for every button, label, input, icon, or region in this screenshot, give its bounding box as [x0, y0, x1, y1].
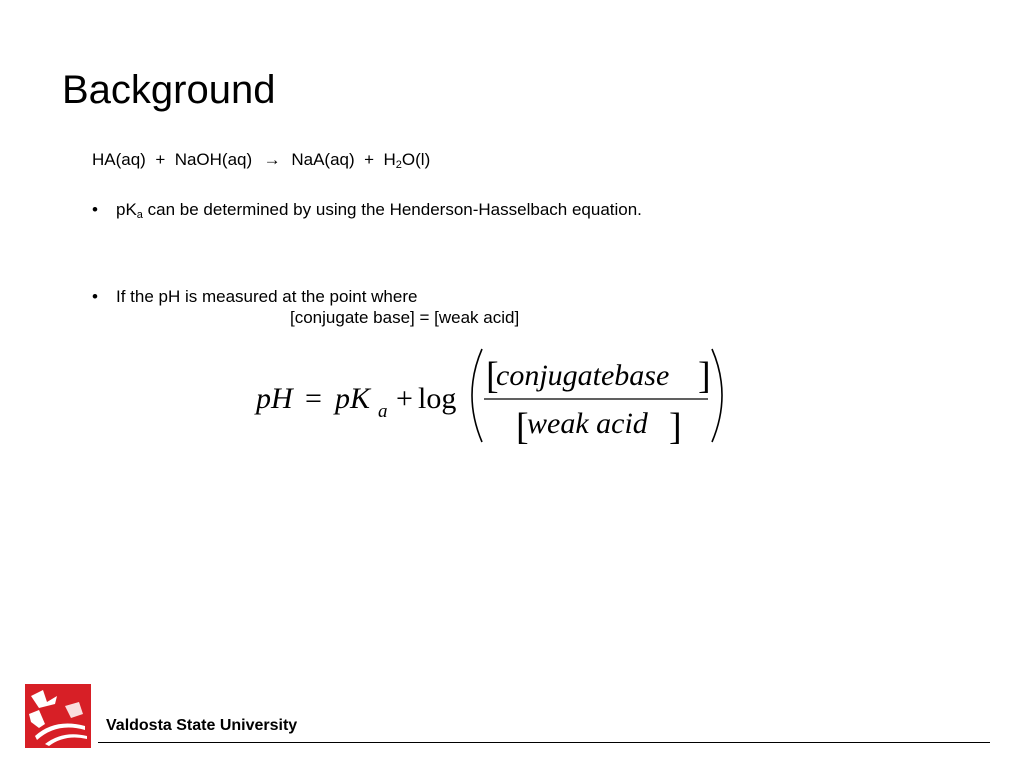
plus-sign: +	[155, 150, 166, 169]
bullet-pka: • $pK_a$ can be determined by using the Henderson-Hasselbach equation.	[92, 200, 642, 221]
den-left-bracket-icon: [	[516, 406, 529, 448]
eq-denominator: weak acid	[527, 407, 648, 440]
bullet-icon: •	[92, 287, 98, 306]
plus-sign: +	[364, 150, 375, 169]
slide-title: Background	[62, 68, 276, 112]
footer-divider	[98, 742, 990, 743]
product-naa: NaA(aq)	[291, 150, 355, 169]
num-right-bracket-icon: ]	[698, 355, 711, 397]
henderson-hasselbach-equation	[250, 345, 740, 455]
institution-name: Valdosta State University	[106, 717, 298, 734]
eq-plus: +	[396, 382, 413, 415]
chemical-reaction	[92, 149, 430, 171]
product-water: $H_2O(l)$	[383, 150, 431, 171]
right-paren-icon	[712, 349, 722, 442]
reactant-naoh: NaOH(aq)	[174, 150, 253, 169]
eq-log: log	[418, 382, 457, 415]
den-right-bracket-icon: ]	[669, 406, 682, 448]
equivalence-condition: [conjugate base] = [weak acid]	[290, 308, 520, 327]
eq-lhs: pH	[256, 382, 293, 415]
vsu-logo	[25, 684, 91, 748]
left-paren-icon	[472, 349, 482, 442]
bullet-ph-measure: • If the pH is measured at the point where	[92, 287, 418, 306]
eq-equals: =	[305, 382, 322, 415]
eq-pk: pK	[335, 382, 371, 415]
num-left-bracket-icon: [	[486, 355, 499, 397]
eq-numerator: conjugatebase	[496, 359, 670, 392]
reactant-ha: HA(aq)	[92, 150, 146, 169]
bullet-icon: •	[92, 200, 98, 219]
reaction-arrow-icon: →	[263, 150, 281, 169]
eq-pk-sub: a	[378, 401, 388, 422]
